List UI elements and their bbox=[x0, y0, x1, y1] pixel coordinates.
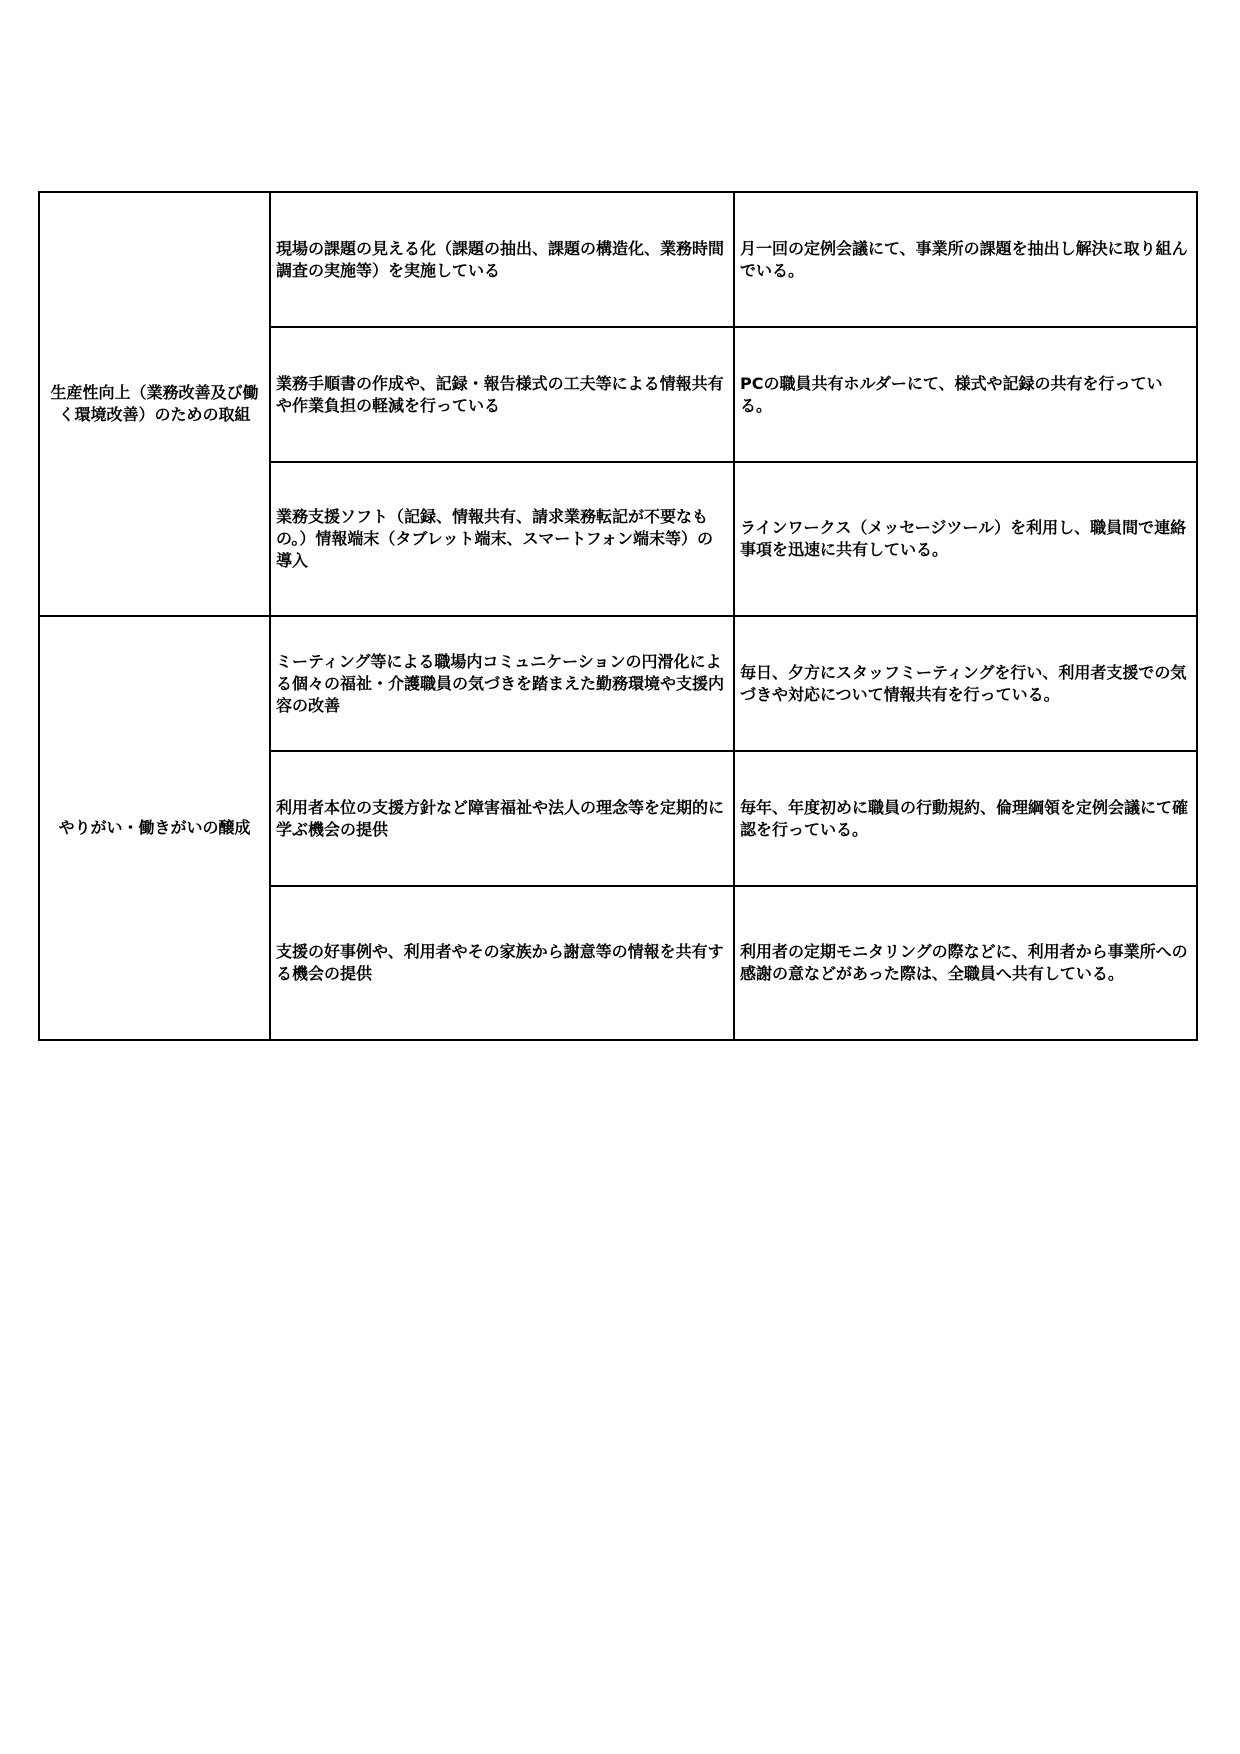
item-cell: 利用者本位の支援方針など障害福祉や法人の理念等を定期的に学ぶ機会の提供 bbox=[270, 751, 734, 886]
initiatives-table bbox=[38, 191, 1198, 1041]
category-motivation: やりがい・働きがいの醸成 bbox=[39, 616, 270, 1040]
detail-cell: 月一回の定例会議にて、事業所の課題を抽出し解決に取り組んでいる。 bbox=[734, 192, 1197, 327]
item-cell: 業務支援ソフト（記録、情報共有、請求業務転記が不要なもの。）情報端末（タブレット端末、スマートフォン端末等）の導入 bbox=[270, 462, 734, 616]
item-cell: 現場の課題の見える化（課題の抽出、課題の構造化、業務時間調査の実施等）を実施している bbox=[270, 192, 734, 327]
detail-cell: 毎年、年度初めに職員の行動規約、倫理綱領を定例会議にて確認を行っている。 bbox=[734, 751, 1197, 886]
detail-cell: PCの職員共有ホルダーにて、様式や記録の共有を行っている。 bbox=[734, 327, 1197, 462]
category-productivity: 生産性向上（業務改善及び働く環境改善）のための取組 bbox=[39, 192, 270, 616]
detail-cell: 利用者の定期モニタリングの際などに、利用者から事業所への感謝の意などがあった際は、全職員へ共有している。 bbox=[734, 886, 1197, 1040]
detail-cell: ラインワークス（メッセージツール）を利用し、職員間で連絡事項を迅速に共有している。 bbox=[734, 462, 1197, 616]
item-cell: 業務手順書の作成や、記録・報告様式の工夫等による情報共有や作業負担の軽減を行っている bbox=[270, 327, 734, 462]
table-row bbox=[39, 616, 1197, 751]
item-cell: 支援の好事例や、利用者やその家族から謝意等の情報を共有する機会の提供 bbox=[270, 886, 734, 1040]
table-row bbox=[39, 192, 1197, 327]
detail-cell: 毎日、夕方にスタッフミーティングを行い、利用者支援での気づきや対応について情報共有を行っている。 bbox=[734, 616, 1197, 751]
item-cell: ミーティング等による職場内コミュニケーションの円滑化による個々の福祉・介護職員の気づきを踏まえた勤務環境や支援内容の改善 bbox=[270, 616, 734, 751]
